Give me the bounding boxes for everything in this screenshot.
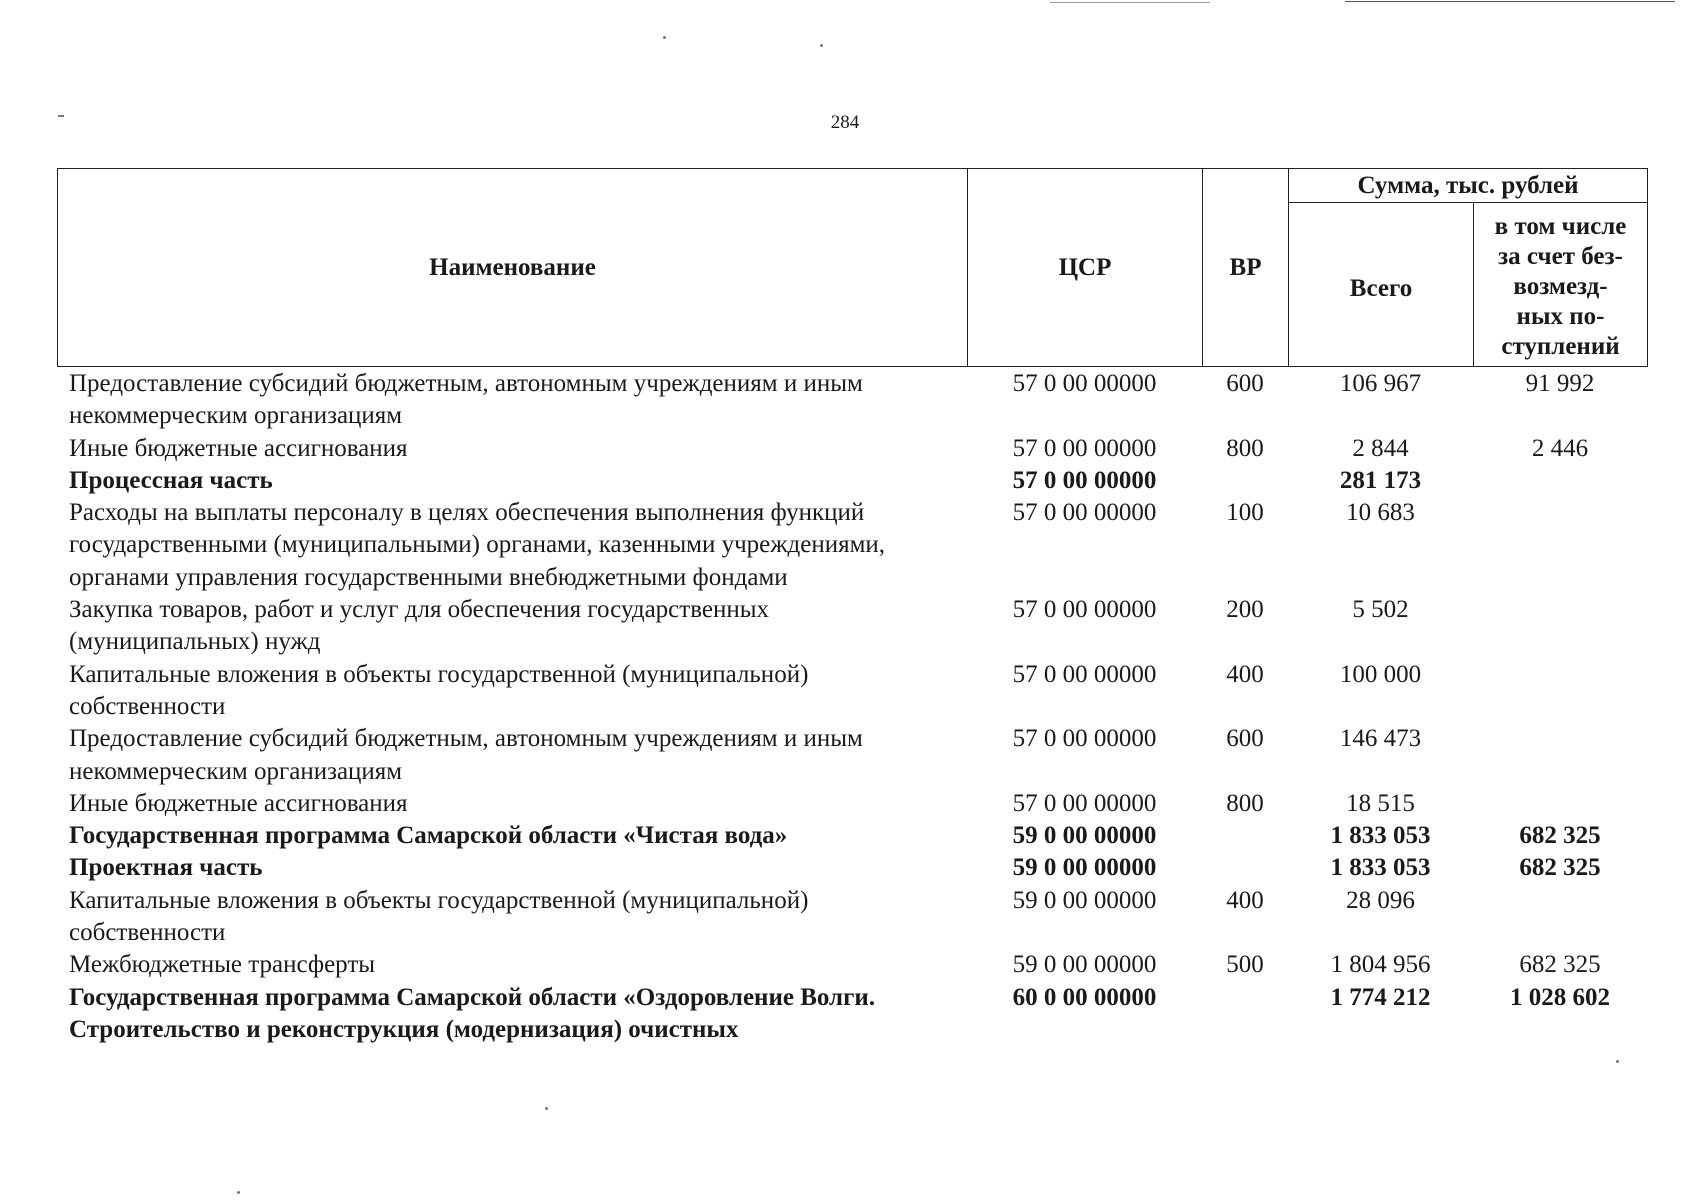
- row-total: 106 967: [1339, 370, 1422, 397]
- row-incl: 682 325: [1519, 951, 1601, 979]
- row-incl: [1473, 723, 1647, 788]
- scan-artifact-line: [1050, 2, 1210, 3]
- row-name: Расходы на выплаты персоналу в целях обеспечения выполнения функций государственными (муниципальными) органами, казенными учреждениями, органами управления государственными внебюджетными фондами: [69, 499, 886, 591]
- header-incl-line: ных по-: [1516, 302, 1605, 330]
- header-csr: ЦСР: [968, 169, 1203, 367]
- row-name: Иные бюджетные ассигнования: [69, 789, 408, 817]
- row-incl: [1473, 659, 1647, 724]
- row-csr: 59 0 00 00000: [1012, 886, 1157, 914]
- row-total: 28 096: [1346, 886, 1415, 914]
- row-name: Иные бюджетные ассигнования: [69, 434, 408, 462]
- scan-artifact-dot: [237, 1191, 240, 1194]
- page-number: 284: [830, 112, 860, 133]
- row-vr: 200: [1226, 596, 1264, 624]
- row-name: Закупка товаров, работ и услуг для обеспечения государственных (муниципальных) нужд: [69, 596, 770, 656]
- row-incl: [1473, 497, 1647, 594]
- row-csr: 59 0 00 00000: [1012, 951, 1157, 979]
- row-name: Предоставление субсидий бюджетным, автономным учреждениям и иным некоммерческим организациям: [69, 370, 863, 430]
- row-vr: [1202, 852, 1288, 884]
- table-row: [57, 982, 1647, 1047]
- row-total: 1 774 212: [1330, 983, 1431, 1011]
- row-total: 2 844: [1352, 434, 1409, 462]
- row-csr: 57 0 00 00000: [1012, 499, 1157, 527]
- row-name: Межбюджетные трансферты: [69, 951, 376, 979]
- row-csr: 59 0 00 00000: [1012, 822, 1157, 850]
- table-row: [57, 852, 1647, 884]
- scan-artifact-dot: [663, 36, 666, 39]
- row-csr: 57 0 00 00000: [1012, 370, 1157, 397]
- row-total: 100 000: [1339, 660, 1422, 688]
- row-name: Предоставление субсидий бюджетным, автономным учреждениям и иным некоммерческим организациям: [69, 725, 863, 785]
- row-csr: 57 0 00 00000: [1012, 725, 1157, 753]
- table-row: [57, 885, 1647, 950]
- row-csr: 57 0 00 00000: [1012, 434, 1157, 462]
- scan-artifact-dot: [820, 44, 823, 47]
- row-incl: 2 446: [1531, 434, 1589, 462]
- row-vr: 600: [1226, 725, 1264, 753]
- table-row: [57, 788, 1647, 820]
- header-vr: ВР: [1203, 169, 1289, 367]
- row-csr: 59 0 00 00000: [1012, 854, 1157, 882]
- scan-artifact-dot: [545, 1107, 548, 1110]
- header-total: Всего: [1289, 203, 1474, 367]
- row-vr: 800: [1226, 789, 1264, 817]
- row-incl: 682 325: [1519, 854, 1601, 882]
- row-name: Государственная программа Самарской области «Чистая вода»: [69, 822, 788, 850]
- scan-artifact-dot: [1616, 1060, 1619, 1063]
- row-name: Процессная часть: [69, 466, 273, 494]
- row-total: 10 683: [1346, 499, 1415, 527]
- table-header: [57, 168, 1648, 367]
- row-total: 1 833 053: [1330, 854, 1431, 882]
- table-row: [57, 433, 1647, 465]
- row-incl: [1473, 594, 1647, 659]
- row-vr: 600: [1226, 370, 1264, 397]
- table-row: [57, 949, 1647, 981]
- row-vr: [1202, 982, 1288, 1047]
- header-incl-line: за счет без-: [1498, 242, 1623, 270]
- row-csr: 57 0 00 00000: [1012, 466, 1157, 494]
- row-vr: 400: [1226, 886, 1264, 914]
- table-row: [57, 594, 1647, 659]
- row-name: Капитальные вложения в объекты государственной (муниципальной) собственности: [69, 886, 809, 947]
- header-incl-line: ступлений: [1501, 332, 1620, 360]
- row-vr: [1202, 820, 1288, 852]
- row-vr: 500: [1226, 951, 1264, 979]
- row-incl: [1473, 465, 1647, 497]
- scan-artifact-dot: [58, 115, 64, 117]
- row-incl: 1 028 602: [1510, 983, 1610, 1011]
- table-body: [57, 368, 1647, 1046]
- table-row: [57, 820, 1647, 852]
- row-vr: 400: [1226, 660, 1264, 688]
- row-total: 1 804 956: [1330, 951, 1431, 979]
- row-total: 1 833 053: [1330, 822, 1431, 850]
- row-name: Проектная часть: [69, 854, 263, 882]
- row-incl: [1473, 885, 1647, 950]
- row-csr: 57 0 00 00000: [1012, 596, 1157, 624]
- table-row: [57, 368, 1647, 433]
- header-sum: Сумма, тыс. рублей: [1289, 169, 1648, 203]
- table-row: [57, 659, 1647, 724]
- row-vr: [1202, 465, 1288, 497]
- row-incl: 682 325: [1519, 822, 1601, 850]
- row-csr: 57 0 00 00000: [1012, 789, 1157, 817]
- row-total: 146 473: [1339, 725, 1422, 753]
- header-incl: [1474, 203, 1648, 367]
- row-incl: 91 992: [1525, 370, 1595, 397]
- row-total: 5 502: [1352, 596, 1409, 624]
- row-total: 18 515: [1346, 789, 1415, 817]
- row-csr: 57 0 00 00000: [1012, 660, 1157, 688]
- header-incl-line: возмезд-: [1513, 272, 1608, 300]
- table-row: [57, 465, 1647, 497]
- table-row: [57, 497, 1647, 594]
- row-name: Капитальные вложения в объекты государственной (муниципальной) собственности: [69, 660, 809, 720]
- table-row: [57, 723, 1647, 788]
- header-incl-line: в том числе: [1494, 212, 1627, 240]
- row-vr: 800: [1226, 434, 1264, 462]
- header-name: Наименование: [58, 169, 968, 367]
- row-csr: 60 0 00 00000: [1012, 983, 1157, 1011]
- row-name: Государственная программа Самарской области «Оздоровление Волги. Строительство и реконструкция (модернизация) очистных: [69, 983, 876, 1043]
- row-incl: [1473, 788, 1647, 820]
- row-total: 281 173: [1339, 466, 1422, 494]
- row-vr: 100: [1226, 499, 1264, 527]
- scan-artifact-line: [1345, 1, 1675, 2]
